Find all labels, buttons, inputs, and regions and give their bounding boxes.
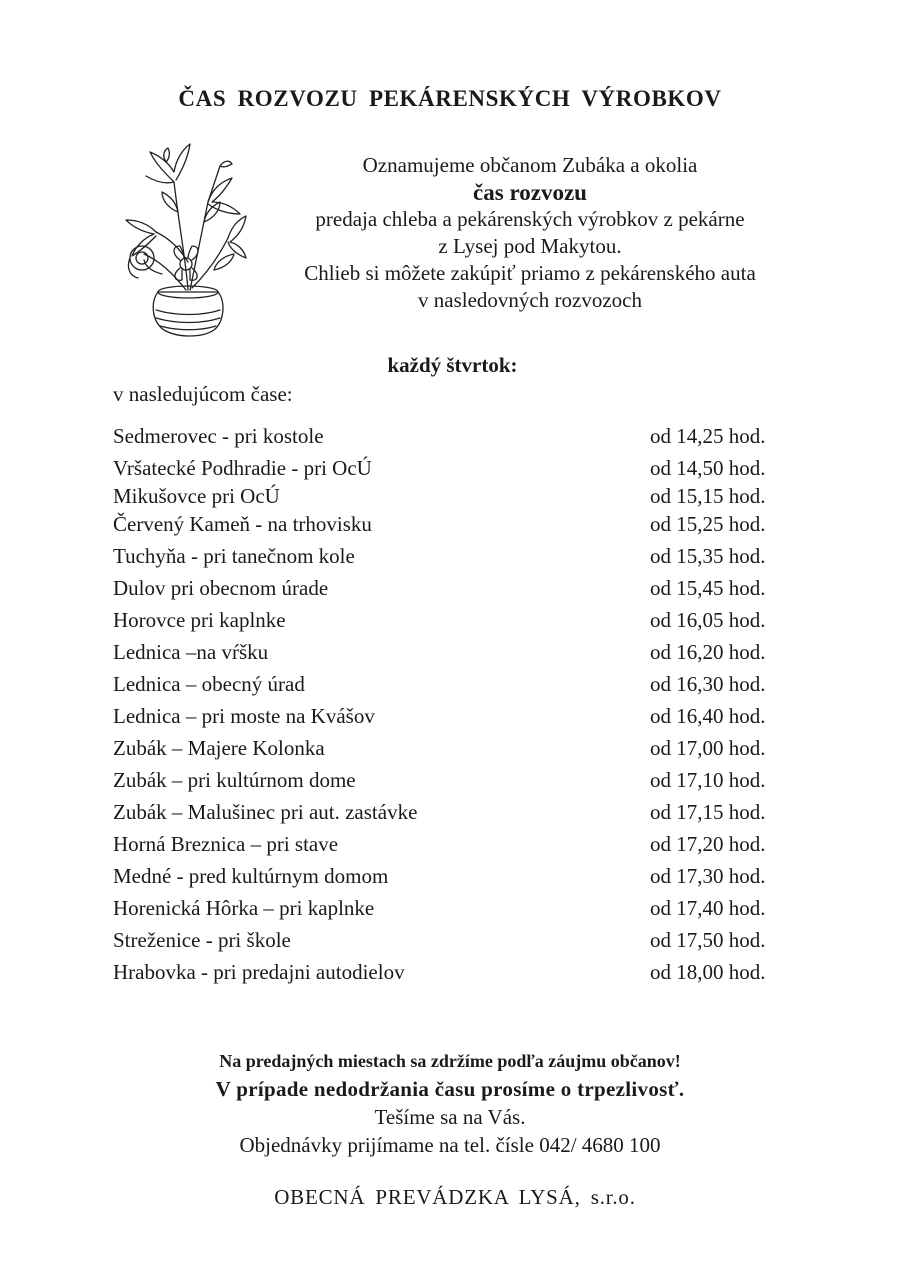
footer-line: Na predajných miestach sa zdržíme podľa záujmu občanov! xyxy=(219,1051,681,1071)
stop-place: Streženice - pri škole xyxy=(113,928,291,952)
schedule-row xyxy=(113,864,793,896)
schedule-row xyxy=(113,672,793,704)
schedule-row xyxy=(113,484,793,512)
footer-notice xyxy=(0,1047,900,1159)
stop-time: od 17,15 hod. xyxy=(650,800,766,824)
schedule-row xyxy=(113,768,793,800)
stop-place: Lednica – pri moste na Kvášov xyxy=(113,704,375,728)
stop-place: Sedmerovec - pri kostole xyxy=(113,424,324,448)
schedule-row xyxy=(113,896,793,928)
schedule-row xyxy=(113,544,793,576)
stop-time: od 15,25 hod. xyxy=(650,512,766,536)
schedule-label: v nasledujúcom čase: xyxy=(113,382,293,406)
stop-place: Vršatecké Podhradie - pri OcÚ xyxy=(113,456,372,480)
schedule-row xyxy=(113,608,793,640)
stop-place: Mikušovce pri OcÚ xyxy=(113,484,280,508)
schedule-row xyxy=(113,832,793,864)
stop-time: od 18,00 hod. xyxy=(650,960,766,984)
stop-place: Zubák – Majere Kolonka xyxy=(113,736,325,760)
schedule-row xyxy=(113,928,793,960)
schedule-row xyxy=(113,424,793,456)
stop-time: od 14,50 hod. xyxy=(650,456,766,480)
flower-vase-icon xyxy=(116,142,248,344)
stop-place: Medné - pred kultúrnym domom xyxy=(113,864,389,888)
stop-place: Horná Breznica – pri stave xyxy=(113,832,339,856)
intro-line: v nasledovných rozvozoch xyxy=(418,288,642,312)
intro-line: z Lysej pod Makytou. xyxy=(438,234,622,258)
intro-line: Oznamujeme občanom Zubáka a okolia xyxy=(362,153,698,177)
stop-time: od 15,35 hod. xyxy=(650,544,766,568)
schedule-row xyxy=(113,456,793,484)
stop-place: Horenická Hôrka – pri kaplnke xyxy=(113,896,375,920)
delivery-schedule xyxy=(113,424,793,992)
stop-time: od 15,45 hod. xyxy=(650,576,766,600)
page-title: ČAS ROZVOZU PEKÁRENSKÝCH VÝROBKOV xyxy=(178,86,722,111)
stop-time: od 14,25 hod. xyxy=(650,424,766,448)
schedule-row xyxy=(113,512,793,544)
schedule-row xyxy=(113,704,793,736)
stop-place: Tuchyňa - pri tanečnom kole xyxy=(113,544,355,568)
stop-time: od 17,40 hod. xyxy=(650,896,766,920)
stop-place: Lednica –na vŕšku xyxy=(113,640,269,664)
footer-line: V prípade nedodržania času prosíme o trpezlivosť. xyxy=(215,1077,685,1101)
stop-place: Zubák – Malušinec pri aut. zastávke xyxy=(113,800,418,824)
intro-line: Chlieb si môžete zakúpiť priamo z pekárenského auta xyxy=(304,261,756,285)
schedule-row xyxy=(113,960,793,992)
footer-line: Tešíme sa na Vás. xyxy=(374,1105,526,1129)
stop-time: od 17,30 hod. xyxy=(650,864,766,888)
intro-heading: čas rozvozu xyxy=(473,180,587,205)
stop-place: Zubák – pri kultúrnom dome xyxy=(113,768,356,792)
intro-text xyxy=(240,152,820,314)
schedule-row xyxy=(113,640,793,672)
stop-time: od 17,50 hod. xyxy=(650,928,766,952)
schedule-row xyxy=(113,800,793,832)
stop-time: od 17,10 hod. xyxy=(650,768,766,792)
company-name: OBECNÁ PREVÁDZKA LYSÁ, s.r.o. xyxy=(274,1185,636,1209)
delivery-day: každý štvrtok: xyxy=(387,353,518,377)
stop-time: od 16,05 hod. xyxy=(650,608,766,632)
footer-phone: Objednávky prijímame na tel. čísle 042/ 4680 100 xyxy=(239,1133,661,1157)
stop-time: od 16,30 hod. xyxy=(650,672,766,696)
stop-time: od 16,40 hod. xyxy=(650,704,766,728)
stop-place: Hrabovka - pri predajni autodielov xyxy=(113,960,405,984)
stop-place: Červený Kameň - na trhovisku xyxy=(113,512,372,536)
stop-time: od 16,20 hod. xyxy=(650,640,766,664)
schedule-row xyxy=(113,576,793,608)
stop-time: od 17,00 hod. xyxy=(650,736,766,760)
schedule-row xyxy=(113,736,793,768)
stop-place: Horovce pri kaplnke xyxy=(113,608,286,632)
stop-time: od 17,20 hod. xyxy=(650,832,766,856)
stop-time: od 15,15 hod. xyxy=(650,484,766,508)
intro-line: predaja chleba a pekárenských výrobkov z pekárne xyxy=(315,207,745,231)
stop-place: Lednica – obecný úrad xyxy=(113,672,305,696)
stop-place: Dulov pri obecnom úrade xyxy=(113,576,329,600)
